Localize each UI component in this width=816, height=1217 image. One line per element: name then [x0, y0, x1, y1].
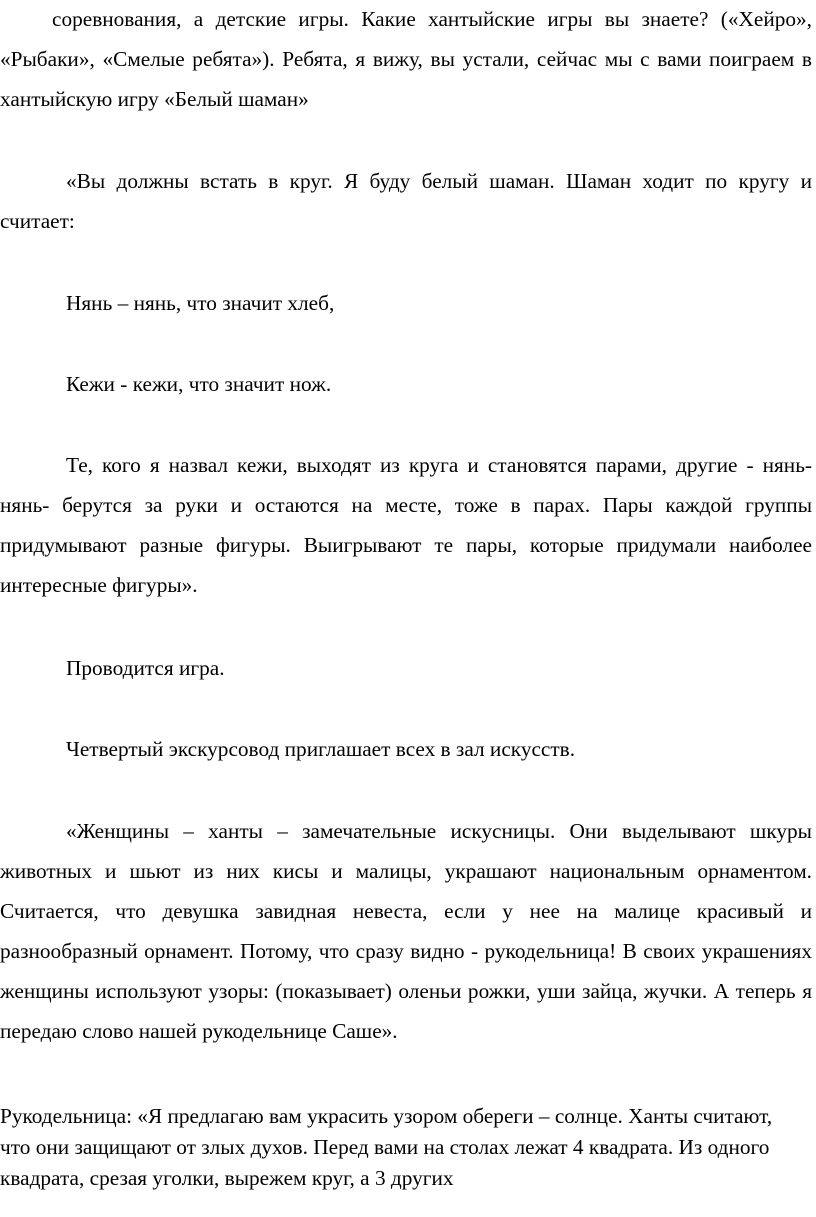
paragraph-1: соревнования, а детские игры. Какие хантыйские игры вы знаете? («Хейро», «Рыбаки», «Смелые ребята»). Ребята, я вижу, вы устали, сейчас мы с вами поиграем в хантыйскую игру «Белый шаман» [0, 7, 812, 111]
paragraph-7: Четвертый экскурсовод приглашает всех в зал искусств. [66, 737, 576, 761]
paragraph-3: Нянь – нянь, что значит хлеб, [66, 291, 335, 315]
paragraph-2: «Вы должны встать в круг. Я буду белый шаман. Шаман ходит по кругу и считает: [0, 169, 812, 233]
paragraph-8: «Женщины – ханты – замечательные искусницы. Они выделывают шкуры животных и шьют из них кисы и малицы, украшают национальным орнаментом. Считается, что девушка завидная невеста, если у нее на малице красивый и разнообразный орнамент. Потому, что сразу видно - рукодельница! В своих украшениях женщины используют узоры: (показывает) оленьи рожки, уши зайца, жучки. А теперь я передаю слово нашей рукодельнице Саше». [0, 819, 812, 1043]
paragraph-9: Рукодельница: «Я предлагаю вам украсить узором обереги – солнце. Ханты считают, что они защищают от злых духов. Перед вами на столах лежат 4 квадрата. Из одного квадрата, срезая уголки, вырежем круг, а 3 других [0, 1104, 773, 1190]
paragraph-5: Те, кого я назвал кежи, выходят из круга и становятся парами, другие - нянь- нянь- берутся за руки и остаются на месте, тоже в парах. Пары каждой группы придумывают разные фигуры. Выигрывают те пары, которые придумали наиболее интересные фигуры». [0, 453, 812, 597]
paragraph-6: Проводится игра. [66, 656, 225, 680]
paragraph-4: Кежи - кежи, что значит нож. [66, 372, 332, 396]
